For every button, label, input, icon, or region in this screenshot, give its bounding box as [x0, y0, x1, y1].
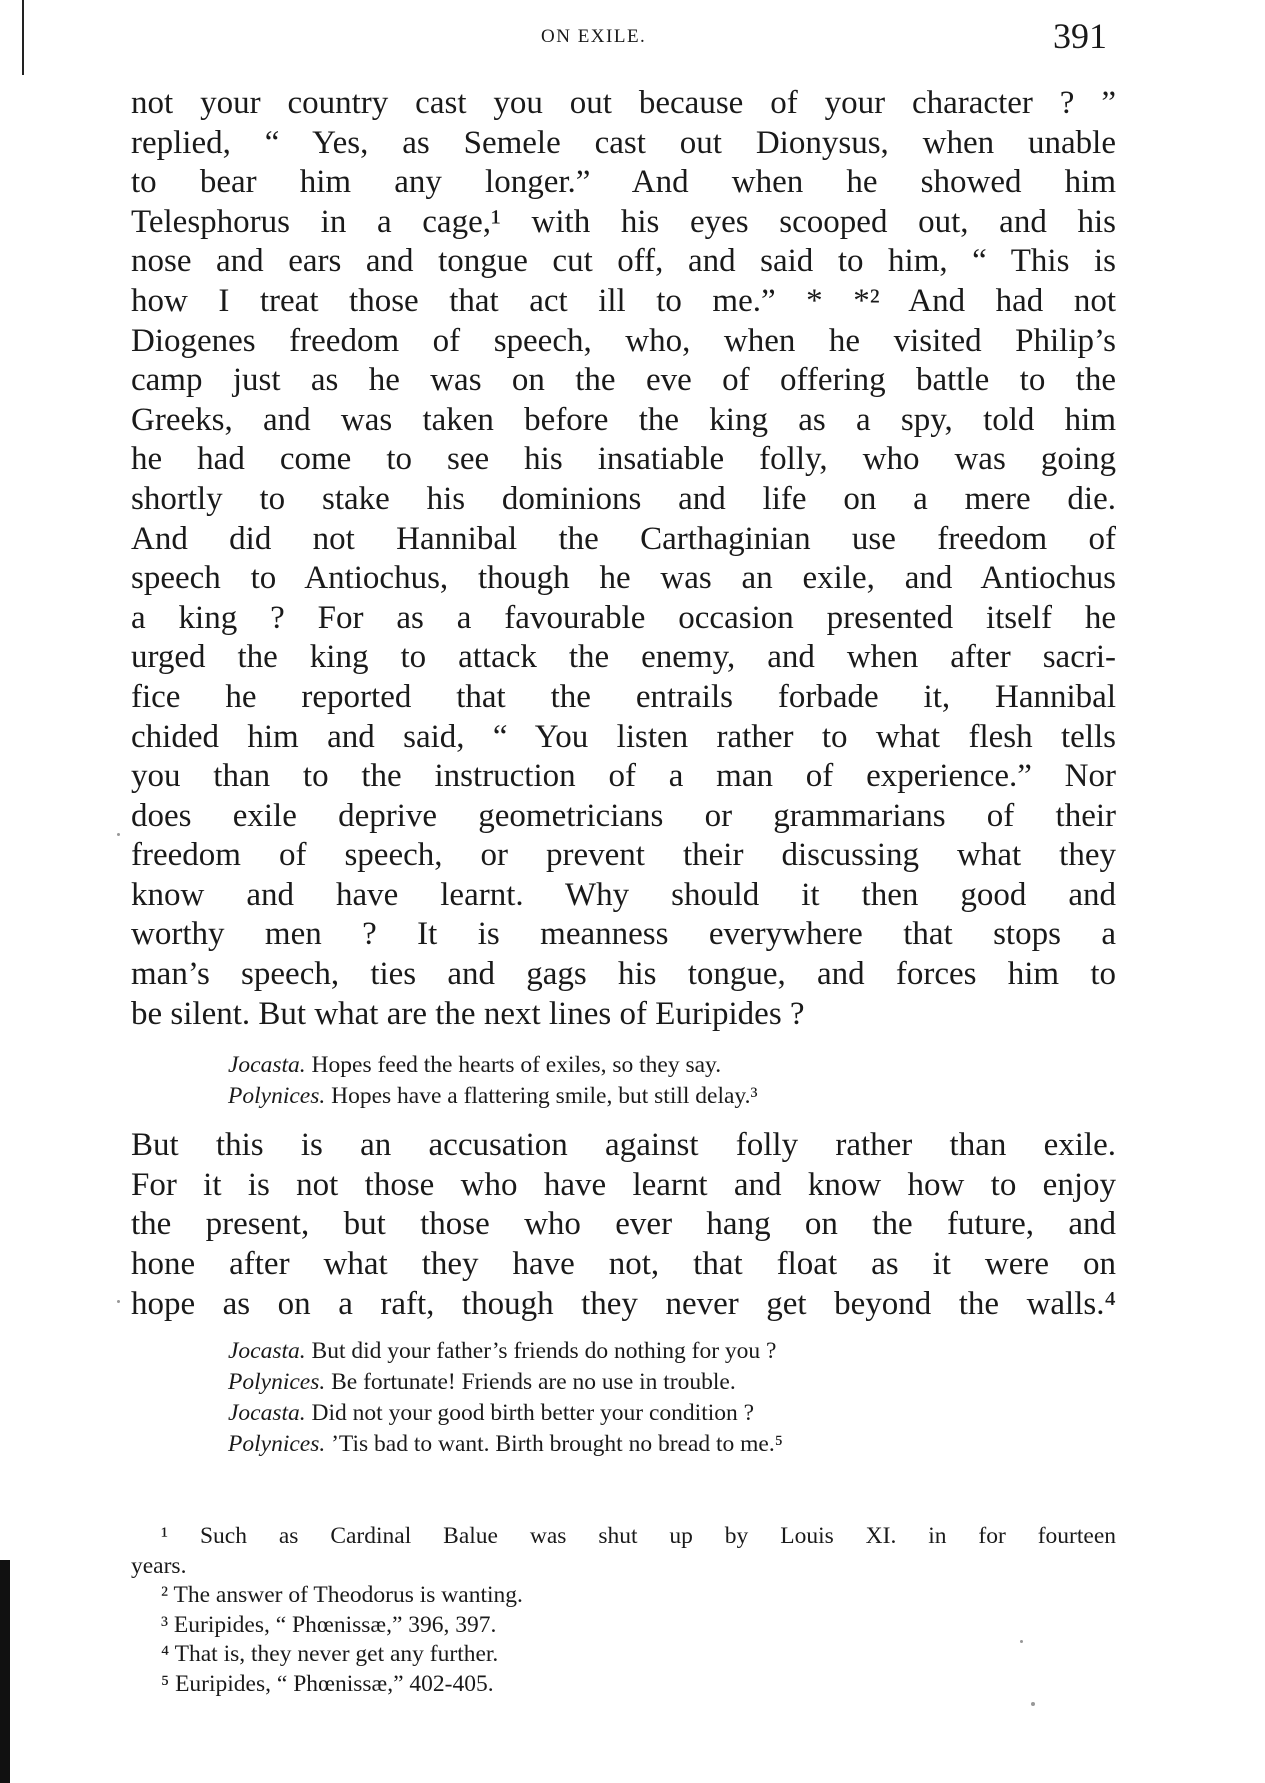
verse-speaker: Polynices. — [228, 1369, 326, 1396]
verse-speaker: Polynices. — [228, 1083, 326, 1110]
verse-text: Be fortunate! Friends are no use in trouble. — [331, 1369, 736, 1396]
text-line: And did not Hannibal the Carthaginian use freedom of — [131, 520, 1116, 557]
text-line: know and have learnt. Why should it then good and — [131, 876, 1116, 913]
scan-speck — [117, 1300, 120, 1303]
verse-speaker: Jocasta. — [228, 1052, 306, 1079]
verse-text: Did not your good birth better your condition ? — [311, 1400, 755, 1427]
footnote-4: ⁴ That is, they never get any further. — [161, 1641, 499, 1667]
verse-speaker: Jocasta. — [228, 1338, 306, 1365]
text-line: chided him and said, “ You listen rather to what flesh tells — [131, 718, 1116, 755]
scan-speck — [1020, 1640, 1023, 1643]
footnote-2: ² The answer of Theodorus is wanting. — [161, 1582, 523, 1608]
page-number: 391 — [1053, 16, 1107, 56]
running-header — [0, 16, 1265, 62]
verse-text: But did your father’s friends do nothing for you ? — [311, 1338, 777, 1365]
footnote-1: ¹ Such as Cardinal Balue was shut up by Louis XI. in for fourteen — [161, 1523, 1116, 1549]
text-line: shortly to stake his dominions and life on a mere die. — [131, 480, 1116, 517]
text-line: Telesphorus in a cage,¹ with his eyes scooped out, and his — [131, 203, 1116, 240]
footnotes — [131, 1522, 1116, 1699]
text-line: urged the king to attack the enemy, and when after sacri- — [131, 639, 1116, 676]
page-binding-shadow — [0, 1560, 10, 1783]
text-line: Diogenes freedom of speech, who, when he visited Philip’s — [131, 322, 1116, 359]
verse-quotation-2 — [228, 1336, 1116, 1460]
text-line: to bear him any longer.” And when he showed him — [131, 164, 1116, 201]
footnote-5: ⁵ Euripides, “ Phœnissæ,” 402-405. — [161, 1670, 494, 1697]
text-line: freedom of speech, or prevent their discussing what they — [131, 837, 1116, 874]
paragraph-2 — [131, 1126, 1116, 1324]
verse-line — [228, 1367, 1116, 1398]
text-line: the present, but those who ever hang on the future, and — [131, 1206, 1116, 1243]
verse-text: Hopes have a flattering smile, but still delay.³ — [331, 1083, 758, 1110]
text-line: how I treat those that act ill to me.” * *² And had not — [131, 282, 1116, 319]
verse-line — [228, 1429, 1116, 1460]
page-body — [131, 84, 1116, 1460]
paragraph-1 — [131, 84, 1116, 1034]
text-line: not your country cast you out because of your character ? ” — [131, 85, 1116, 121]
verse-line — [228, 1050, 1116, 1081]
text-line: speech to Antiochus, though he was an exile, and Antiochus — [131, 560, 1116, 597]
text-line: replied, “ Yes, as Semele cast out Dionysus, when unable — [131, 124, 1116, 161]
text-line: worthy men ? It is meanness everywhere that stops a — [131, 916, 1116, 953]
text-line: does exile deprive geometricians or grammarians of their — [131, 797, 1116, 834]
verse-line — [228, 1398, 1116, 1429]
text-line: hope as on a raft, though they never get beyond the walls.⁴ — [131, 1285, 1116, 1322]
scan-speck — [117, 833, 120, 836]
text-line: camp just as he was on the eve of offering battle to the — [131, 362, 1116, 399]
text-line: But this is an accusation against folly rather than exile. — [131, 1127, 1116, 1164]
scan-speck — [1031, 1702, 1035, 1706]
text-line: a king ? For as a favourable occasion presented itself he — [131, 599, 1116, 636]
verse-speaker: Polynices. — [228, 1431, 326, 1458]
text-line: man’s speech, ties and gags his tongue, and forces him to — [131, 956, 1116, 993]
text-line: you than to the instruction of a man of experience.” Nor — [131, 758, 1116, 795]
verse-text: ’Tis bad to want. Birth brought no bread to me.⁵ — [331, 1431, 783, 1458]
text-line: fice he reported that the entrails forbade it, Hannibal — [131, 678, 1116, 715]
running-title: ON EXILE. — [541, 26, 647, 47]
text-line: he had come to see his insatiable folly, who was going — [131, 441, 1116, 478]
footnote-1-continuation: years. — [131, 1552, 187, 1579]
text-line: be silent. But what are the next lines of Euripides ? — [131, 995, 805, 1032]
text-line: nose and ears and tongue cut off, and said to him, “ This is — [131, 243, 1116, 280]
verse-line — [228, 1081, 1116, 1112]
verse-speaker: Jocasta. — [228, 1400, 306, 1427]
text-line: hone after what they have not, that float as it were on — [131, 1246, 1116, 1283]
verse-text: Hopes feed the hearts of exiles, so they say. — [311, 1052, 722, 1079]
footnote-3: ³ Euripides, “ Phœnissæ,” 396, 397. — [161, 1611, 497, 1638]
verse-quotation-1 — [228, 1050, 1116, 1112]
text-line: For it is not those who have learnt and know how to enjoy — [131, 1166, 1116, 1203]
text-line: Greeks, and was taken before the king as a spy, told him — [131, 401, 1116, 438]
verse-line — [228, 1336, 1116, 1367]
